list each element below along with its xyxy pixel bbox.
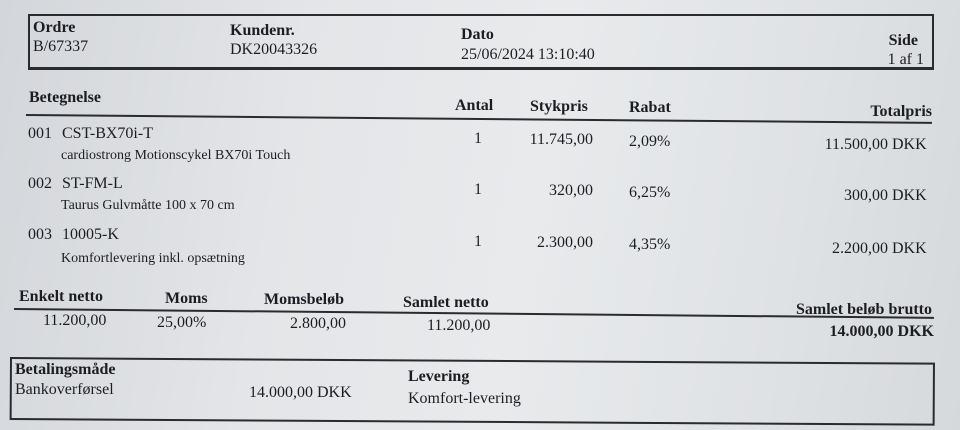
line-description: Komfortlevering inkl. opsætning — [61, 251, 245, 266]
line-currency: DKK — [892, 136, 927, 153]
samlet-netto-value: 11.200,00 — [427, 317, 491, 334]
line-total: 2.200,00 — [832, 240, 888, 257]
line-pos: 001 — [28, 125, 52, 142]
line-description: Taurus Gulvmåtte 100 x 70 cm — [61, 198, 235, 213]
col-betegnelse: Betegnelse — [29, 89, 101, 106]
kundenr-label: Kundenr. — [230, 22, 295, 39]
line-currency: DKK — [892, 187, 927, 204]
col-stykpris: Stykpris — [530, 98, 588, 115]
dato-value: 25/06/2024 13:10:40 — [461, 46, 595, 63]
line-rabat: 2,09% — [629, 133, 671, 150]
samlet-brutto-value: 14.000,00 DKK — [829, 323, 934, 340]
samlet-brutto-label: Samlet beløb brutto — [796, 301, 932, 318]
col-totalpris: Totalpris — [870, 103, 932, 120]
line-code: 10005-K — [62, 226, 119, 243]
line-pos: 003 — [28, 226, 52, 243]
column-header-rule — [26, 114, 932, 124]
line-rabat: 6,25% — [629, 184, 671, 201]
line-code: CST-BX70i-T — [62, 125, 153, 142]
line-stykpris: 11.745,00 — [529, 131, 593, 148]
col-antal: Antal — [455, 97, 494, 114]
col-rabat: Rabat — [629, 99, 671, 116]
line-pos: 002 — [28, 175, 52, 192]
line-stykpris: 320,00 — [549, 182, 593, 199]
samlet-netto-label: Samlet netto — [403, 294, 489, 311]
enkelt-netto-label: Enkelt netto — [19, 288, 103, 305]
line-total: 300,00 — [844, 187, 888, 204]
levering-label: Levering — [408, 368, 470, 385]
momsbelob-value: 2.800,00 — [290, 315, 346, 332]
momsbelob-label: Momsbeløb — [264, 291, 344, 308]
line-currency: DKK — [892, 240, 927, 257]
line-antal: 1 — [474, 233, 482, 250]
levering-value: Komfort-levering — [408, 390, 521, 407]
kundenr-value: DK20043326 — [230, 41, 318, 58]
line-rabat: 4,35% — [629, 236, 671, 253]
moms-value: 25,00% — [157, 314, 207, 331]
line-code: ST-FM-L — [62, 175, 123, 192]
side-value: 1 af 1 — [887, 51, 924, 68]
line-total: 11.500,00 — [824, 136, 888, 153]
betalingsmade-label: Betalingsmåde — [15, 361, 116, 378]
ordre-label: Ordre — [33, 19, 76, 36]
line-antal: 1 — [474, 181, 482, 198]
dato-label: Dato — [461, 26, 494, 43]
enkelt-netto-value: 11.200,00 — [43, 312, 107, 329]
betalingsmade-value: Bankoverførsel — [15, 381, 114, 398]
side-label: Side — [888, 32, 918, 49]
line-stykpris: 2.300,00 — [537, 234, 593, 251]
ordre-value: B/67337 — [33, 38, 89, 55]
payment-amount: 14.000,00 DKK — [249, 384, 352, 401]
line-antal: 1 — [474, 130, 482, 147]
line-description: cardiostrong Motionscykel BX70i Touch — [61, 148, 291, 163]
moms-label: Moms — [165, 290, 208, 307]
